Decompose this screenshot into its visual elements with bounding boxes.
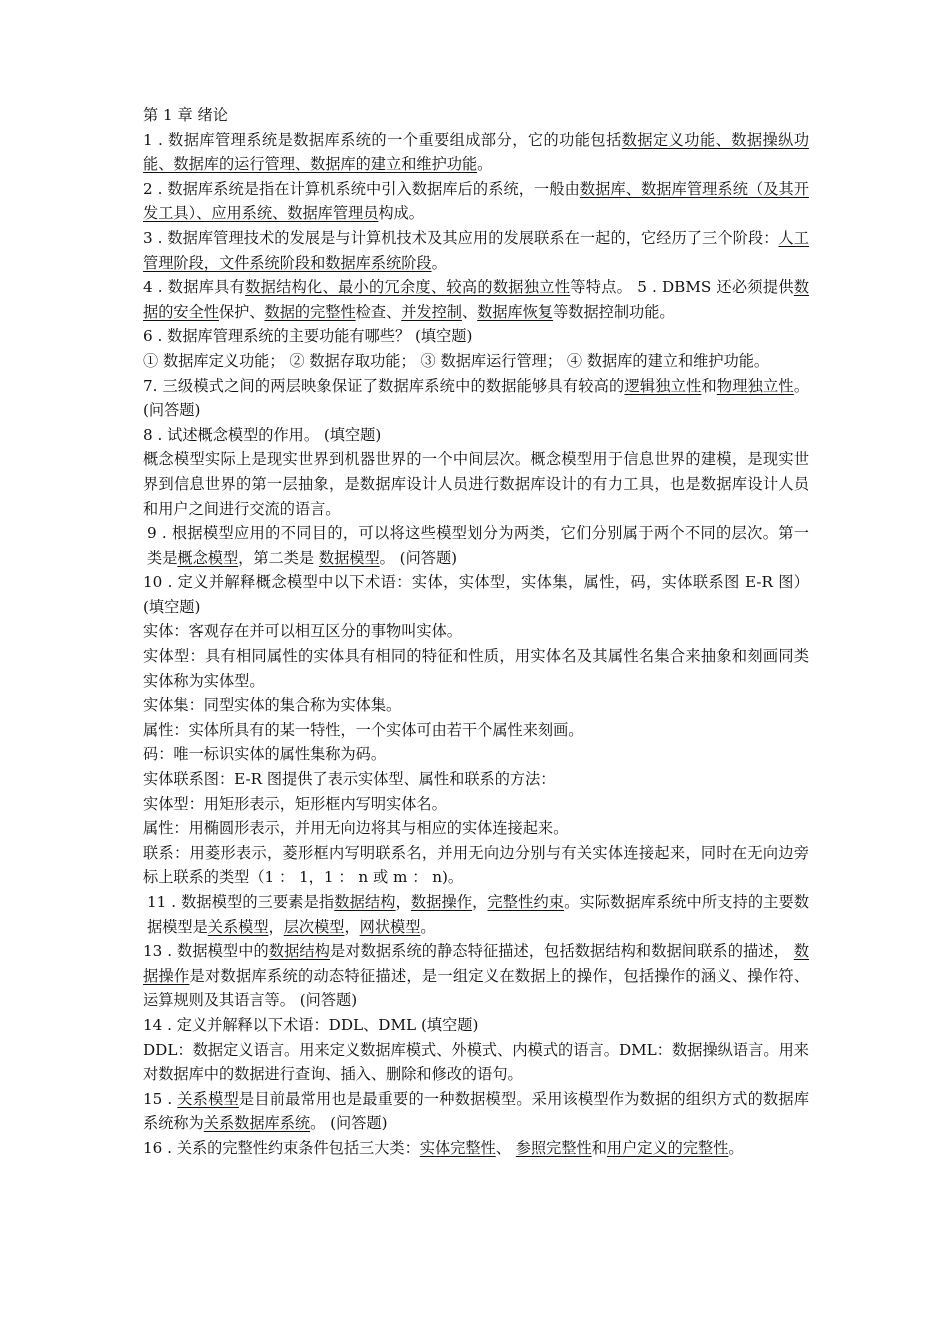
text-run: 联系：用菱形表示，菱形框内写明联系名，并用无向边分别与有关实体连接起来，同时在无向边旁标上联系的类型（1 ： 1，1 ： n 或 m ： n)。 bbox=[143, 843, 809, 887]
text-run: 15 . bbox=[143, 1089, 178, 1108]
underlined-answer: 数据操作 bbox=[143, 942, 810, 985]
paragraph bbox=[143, 1087, 809, 1136]
paragraph-list bbox=[143, 128, 809, 1161]
text-run: 码：唯一标识实体的属性集称为码。 bbox=[143, 745, 386, 764]
text-run: ① 数据库定义功能； ② 数据存取功能； ③ 数据库运行管理； ④ 数据库的建立和维护功能。 bbox=[143, 351, 770, 370]
underlined-answer: 概念模型 bbox=[177, 548, 239, 567]
text-run: 实体型：用矩形表示，矩形框内写明实体名。 bbox=[143, 794, 447, 813]
paragraph bbox=[143, 447, 809, 521]
paragraph bbox=[143, 1136, 809, 1161]
paragraph bbox=[143, 1013, 809, 1038]
text-run: 保护、 bbox=[218, 302, 265, 321]
text-run: ，第二类是 bbox=[238, 548, 319, 567]
paragraph bbox=[143, 718, 809, 743]
text-run: 实体型：具有相同属性的实体具有相同的特征和性质，用实体名及其属性名集合来抽象和刻画同类实体称为实体型。 bbox=[143, 647, 809, 690]
paragraph bbox=[143, 349, 809, 374]
text-run: 概念模型实际上是现实世界到机器世界的一个中间层次。概念模型用于信息世界的建模，是现实世界到信息世界的第一层抽象，是数据库设计人员进行数据库设计的有力工具，也是数据库设计人员和用户之间进行交流的语言。 bbox=[143, 450, 809, 518]
underlined-answer: 数据操作 bbox=[410, 893, 473, 911]
text-run: 检查、 bbox=[355, 302, 402, 321]
underlined-answer: 参照完整性 bbox=[515, 1138, 592, 1157]
document-body bbox=[143, 103, 809, 1161]
text-run: 实体集：同型实体的集合称为实体集。 bbox=[143, 696, 402, 715]
text-run: ， bbox=[268, 917, 284, 936]
text-run: 。实际数据库系统中所支持的主要数据模型是 bbox=[147, 893, 810, 936]
text-run: 构成。 bbox=[378, 204, 424, 223]
paragraph bbox=[143, 890, 809, 939]
text-run: 9 . 根据模型应用的不同目的，可以将这些模型划分为两类，它们分别属于两个不同的层次。第一类是 bbox=[147, 524, 809, 567]
chapter-title: 第 1 章 绪论 bbox=[143, 106, 228, 124]
text-run: 。 (问答题) bbox=[379, 548, 458, 567]
paragraph bbox=[143, 275, 809, 324]
text-run: 和 bbox=[591, 1138, 607, 1157]
text-run: 1 . 数据库管理系统是数据库系统的一个重要组成部分，它的功能包括 bbox=[143, 130, 622, 149]
text-run: 6 . 数据库管理系统的主要功能有哪些？ (填空题) bbox=[143, 327, 473, 346]
text-run: 10 . 定义并解释概念模型中以下术语：实体，实体型，实体集，属性，码，实体联系图 E-R 图） (填空题) bbox=[143, 573, 809, 616]
underlined-answer: 关系模型 bbox=[177, 1089, 239, 1108]
paragraph bbox=[143, 939, 809, 1013]
text-run: ， bbox=[395, 893, 411, 911]
underlined-answer: 人工管理阶段，文件系统阶段和数据库系统阶段 bbox=[143, 228, 809, 272]
text-run: 11 . 数据模型的三要素是指 bbox=[147, 893, 335, 911]
paragraph bbox=[143, 767, 809, 792]
underlined-answer: 物理独立性 bbox=[716, 376, 794, 395]
paragraph bbox=[143, 792, 809, 817]
text-run: 2 . 数据库系统是指在计算机系统中引入数据库后的系统，一般由 bbox=[143, 179, 580, 198]
paragraph bbox=[143, 693, 809, 718]
text-run: 是目前最常用也是最重要的一种数据模型。采用该模型作为数据的组织方式的数据库系统称为 bbox=[143, 1089, 810, 1133]
text-run: 属性：实体所具有的某一特性，一个实体可由若干个属性来刻画。 bbox=[143, 720, 584, 739]
text-run: 3 . 数据库管理技术的发展是与计算机技术及其应用的发展联系在一起的，它经历了三个阶段： bbox=[143, 228, 779, 247]
underlined-answer: 数据结构 bbox=[268, 942, 330, 961]
paragraph bbox=[143, 742, 809, 767]
underlined-answer: 数据结构化、最小的冗余度、较高的数据独立性 bbox=[245, 278, 571, 297]
underlined-answer: 用户定义的完整性 bbox=[606, 1138, 729, 1157]
text-run: 。 (问答题) bbox=[143, 376, 810, 420]
text-run: 等数据控制功能。 bbox=[553, 302, 675, 321]
underlined-answer: 数据定义功能、数据操纵功能、数据库的运行管理、数据库的建立和维护功能 bbox=[143, 130, 810, 174]
paragraph bbox=[143, 1038, 809, 1087]
text-run: ， bbox=[472, 893, 488, 911]
paragraph bbox=[143, 324, 809, 349]
text-run: 。 bbox=[477, 155, 493, 174]
paragraph bbox=[143, 619, 809, 644]
paragraph bbox=[143, 644, 809, 693]
text-run: 。 bbox=[420, 917, 436, 936]
text-run: 4 . 数据库具有 bbox=[143, 278, 246, 297]
text-run: 、 bbox=[461, 302, 478, 321]
underlined-answer: 数据的安全性 bbox=[143, 278, 810, 321]
text-run: 是对数据库系统的动态特征描述，是一组定义在数据上的操作，包括操作的涵义、操作符、运算规则及其语言等。 (问答题) bbox=[143, 966, 810, 1010]
paragraph bbox=[143, 570, 809, 619]
paragraph bbox=[143, 423, 809, 448]
underlined-answer: 完整性约束 bbox=[487, 893, 565, 911]
underlined-answer: 数据结构 bbox=[334, 893, 396, 911]
text-run: 和 bbox=[701, 376, 717, 395]
text-run: 是对数据系统的静态特征描述，包括数据结构和数据间联系的描述， bbox=[330, 942, 794, 961]
underlined-answer: 关系数据库系统 bbox=[203, 1114, 311, 1133]
text-run: 。 (问答题) bbox=[310, 1114, 388, 1133]
paragraph bbox=[143, 177, 809, 226]
text-run: 等特点。 5 . DBMS 还必须提供 bbox=[570, 278, 794, 297]
underlined-answer: 层次模型 bbox=[283, 917, 345, 936]
text-run: 7. 三级模式之间的两层映象保证了数据库系统中的数据能够具有较高的 bbox=[143, 376, 625, 395]
paragraph bbox=[143, 128, 809, 177]
text-run: DDL：数据定义语言。用来定义数据库模式、外模式、内模式的语言。DML：数据操纵语言。用来对数据库中的数据进行查询、插入、删除和修改的语句。 bbox=[143, 1040, 809, 1084]
paragraph bbox=[143, 841, 809, 890]
underlined-answer: 数据模型 bbox=[318, 548, 380, 567]
underlined-answer: 实体完整性 bbox=[419, 1138, 496, 1157]
text-run: 实体联系图：E-R 图提供了表示实体型、属性和联系的方法： bbox=[143, 770, 556, 789]
paragraph bbox=[143, 816, 809, 841]
underlined-answer: 数据库、数据库管理系统（及其开发工具）、应用系统、数据库管理员 bbox=[143, 179, 809, 223]
text-run: 13 . 数据模型中的 bbox=[143, 942, 269, 961]
text-run: ， bbox=[344, 917, 360, 936]
text-run: 实体：客观存在并可以相互区分的事物叫实体。 bbox=[143, 622, 462, 641]
underlined-answer: 逻辑独立性 bbox=[624, 376, 702, 395]
text-run: 属性：用椭圆形表示，并用无向边将其与相应的实体连接起来。 bbox=[143, 819, 569, 838]
text-run: 8 . 试述概念模型的作用。 (填空题) bbox=[143, 425, 382, 444]
paragraph bbox=[143, 374, 809, 423]
text-run: 。 bbox=[728, 1138, 744, 1157]
text-run: 14 . 定义并解释以下术语：DDL、DML (填空题) bbox=[143, 1015, 479, 1034]
text-run: 。 bbox=[431, 253, 447, 272]
underlined-answer: 并发控制 bbox=[401, 302, 462, 321]
text-run: 16 . 关系的完整性约束条件包括三大类： bbox=[143, 1138, 420, 1157]
paragraph bbox=[143, 226, 809, 275]
underlined-answer: 数据库恢复 bbox=[477, 302, 554, 321]
text-run: 、 bbox=[495, 1138, 516, 1157]
underlined-answer: 网状模型 bbox=[359, 917, 421, 936]
underlined-answer: 数据的完整性 bbox=[264, 302, 356, 321]
underlined-answer: 关系模型 bbox=[207, 917, 269, 936]
paragraph bbox=[143, 521, 809, 570]
